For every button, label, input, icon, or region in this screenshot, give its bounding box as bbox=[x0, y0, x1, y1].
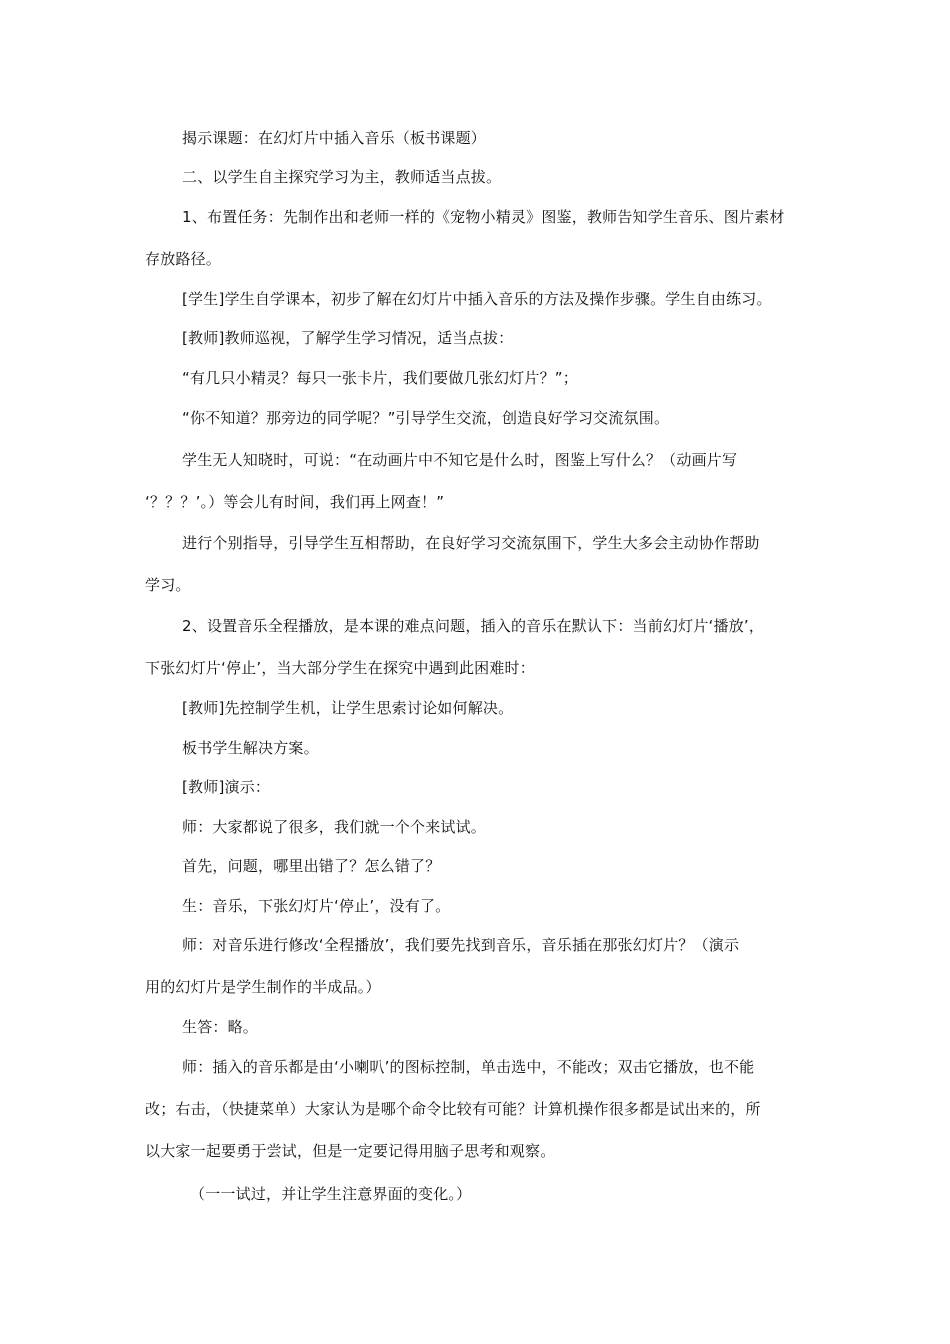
text-line: 进行个别指导，引导学生互相帮助，在良好学习交流氛围下，学生大多会主动协作帮助 bbox=[182, 534, 760, 552]
text-line: 改；右击，（快捷菜单）大家认为是哪个命令比较有可能？计算机操作很多都是试出来的，所 bbox=[145, 1100, 761, 1118]
text-line: 学习。 bbox=[145, 576, 191, 594]
text-line: 2、设置音乐全程播放，是本课的难点问题，插入的音乐在默认下：当前幻灯片‘播放’， bbox=[182, 617, 765, 635]
text-line: 学生无人知晓时，可说：“在动画片中不知它是什么时，图鉴上写什么？（动画片写 bbox=[182, 451, 738, 469]
text-line: 师：大家都说了很多，我们就一个个来试试。 bbox=[182, 818, 487, 836]
text-line: ‘？？？’。）等会儿有时间，我们再上网查！” bbox=[145, 493, 445, 511]
text-line: 用的幻灯片是学生制作的半成品。） bbox=[145, 978, 381, 996]
text-line: 二、以学生自主探究学习为主，教师适当点拔。 bbox=[182, 168, 502, 186]
text-line: 生：音乐，下张幻灯片‘停止’，没有了。 bbox=[182, 897, 451, 915]
text-line: [教师]先控制学生机，让学生思索讨论如何解决。 bbox=[182, 699, 514, 717]
text-line: [教师]演示： bbox=[182, 778, 271, 796]
text-line: 1、布置任务：先制作出和老师一样的《宠物小精灵》图鉴，教师告知学生音乐、图片素材 bbox=[182, 208, 785, 226]
text-line: 揭示课题：在幻灯片中插入音乐（板书课题） bbox=[182, 129, 487, 147]
text-line: 生答：略。 bbox=[182, 1018, 259, 1036]
text-line: 师：插入的音乐都是由‘小喇叭’的图标控制，单击选中，不能改；双击它播放，也不能 bbox=[182, 1058, 755, 1076]
text-line: [教师]教师巡视，了解学生学习情况，适当点拔： bbox=[182, 329, 514, 347]
text-line: （一一试过，并让学生注意界面的变化。） bbox=[190, 1185, 472, 1203]
text-line: “有几只小精灵？每只一张卡片，我们要做几张幻灯片？”； bbox=[182, 369, 578, 387]
text-line: 下张幻灯片‘停止’，当大部分学生在探究中遇到此困难时： bbox=[145, 659, 535, 677]
text-line: 存放路径。 bbox=[145, 250, 222, 268]
text-line: 以大家一起要勇于尝试，但是一定要记得用脑子思考和观察。 bbox=[145, 1142, 556, 1160]
text-line: 师：对音乐进行修改‘全程播放’，我们要先找到音乐，音乐插在那张幻灯片？（演示 bbox=[182, 936, 740, 954]
text-line: [学生]学生自学课本，初步了解在幻灯片中插入音乐的方法及操作步骤。学生自由练习。 bbox=[182, 290, 772, 308]
text-line: 首先，问题，哪里出错了？怎么错了？ bbox=[182, 857, 441, 875]
text-line: “你不知道？那旁边的同学呢？”引导学生交流，创造良好学习交流氛围。 bbox=[182, 409, 670, 427]
text-line: 板书学生解决方案。 bbox=[182, 739, 319, 757]
